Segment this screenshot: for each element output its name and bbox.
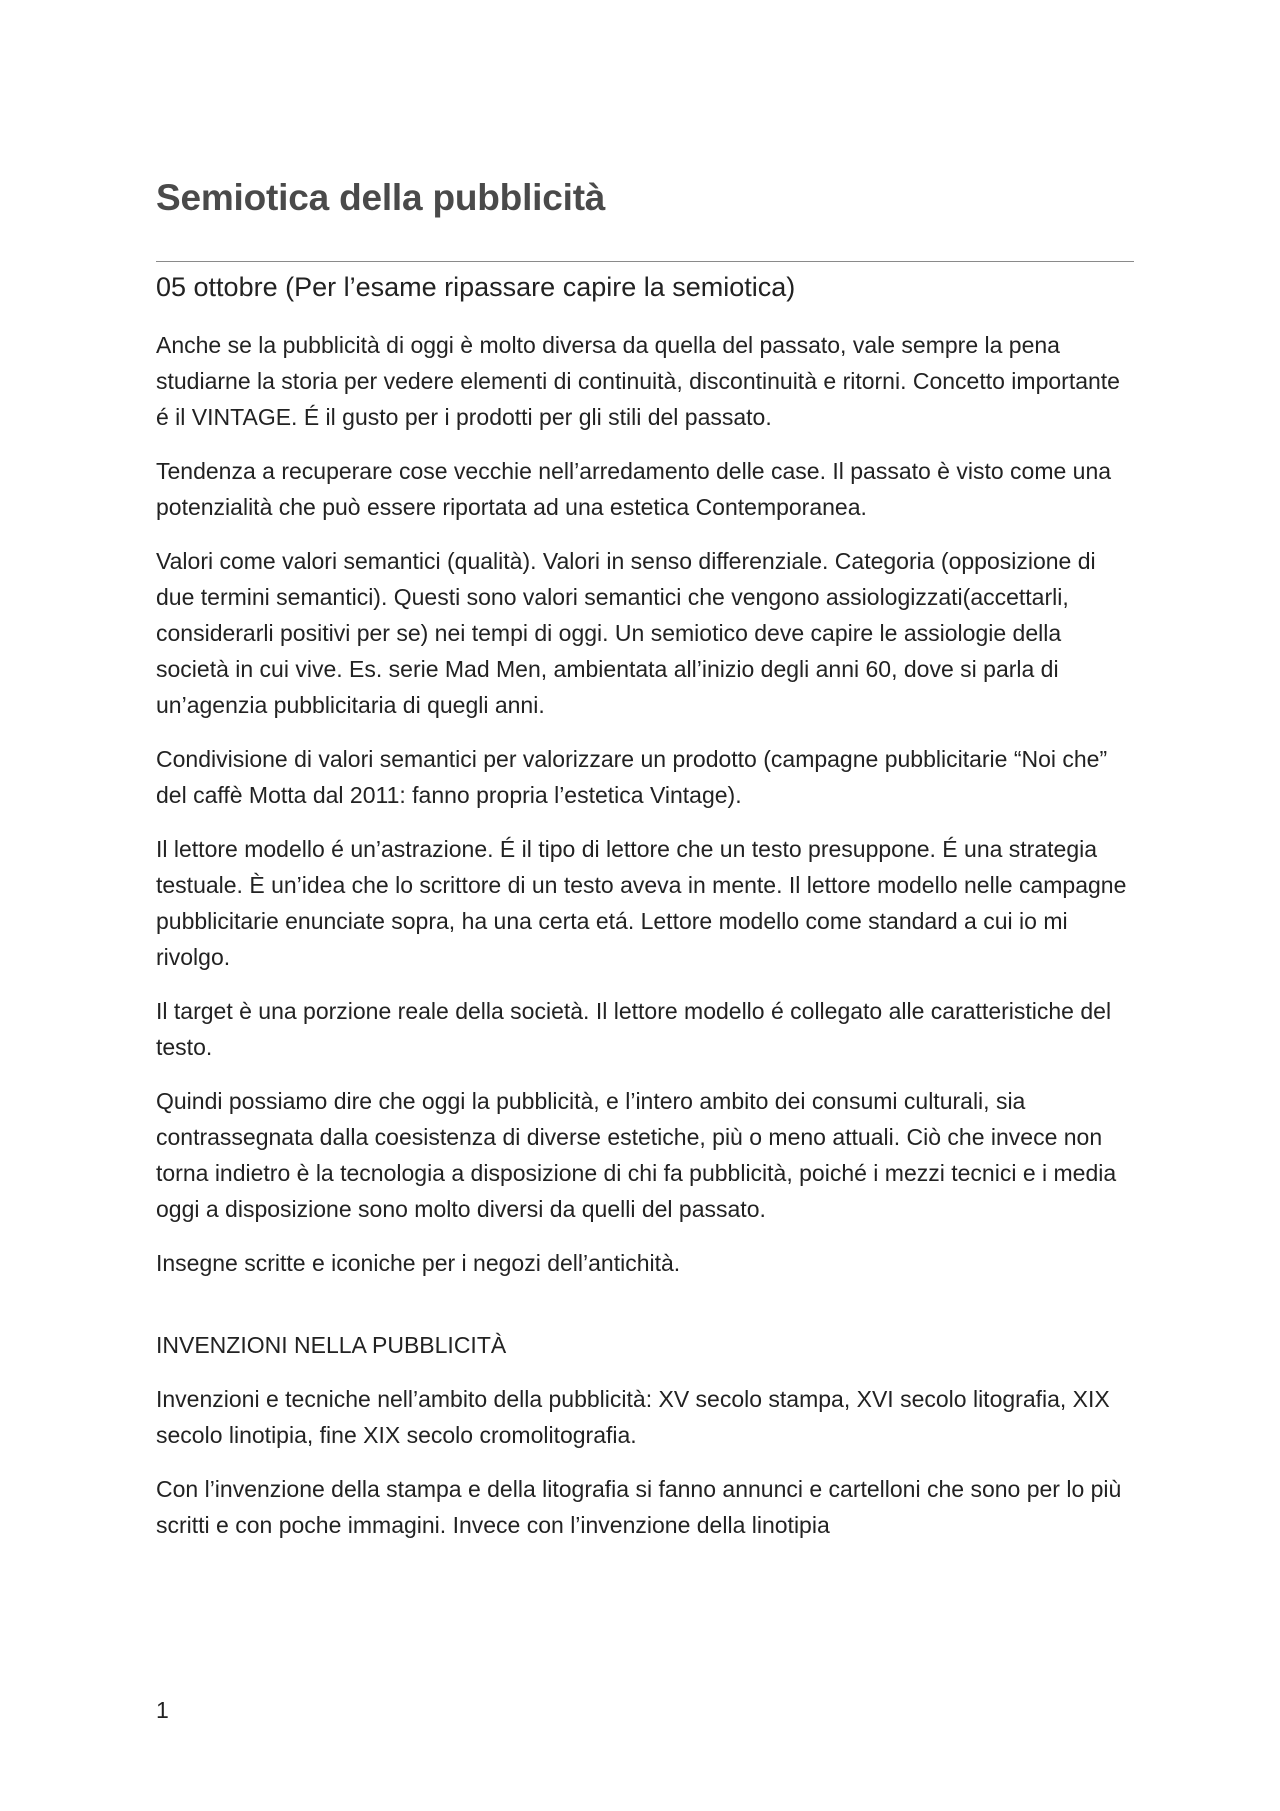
paragraph: Il target è una porzione reale della società. Il lettore modello é collegato alle caratteristiche del testo. — [156, 998, 1112, 1060]
document-title: Semiotica della pubblicità — [156, 177, 606, 218]
paragraph: Valori come valori semantici (qualità). Valori in senso differenziale. Categoria (opposizione di due termini semantici). Questi sono valori semantici che vengono assiologizzati(accettarli, considerarli positivi per se) nei tempi di oggi. Un semiotico deve capire le assiologie della società in cui vive. Es. serie Mad Men, ambientata all’inizio degli anni 60, dove si parla di un’agenzia pubblicitaria di quegli anni. — [156, 548, 1096, 718]
section-heading: 05 ottobre (Per l’esame ripassare capire la semiotica) — [156, 272, 796, 302]
title-divider — [156, 261, 1134, 262]
paragraph: Il lettore modello é un’astrazione. É il tipo di lettore che un testo presuppone. É una strategia testuale. È un’idea che lo scrittore di un testo aveva in mente. Il lettore modello nelle campagne pubblicitarie enunciate sopra, ha una certa etá. Lettore modello come standard a cui io mi rivolgo. — [156, 836, 1127, 970]
paragraph: Quindi possiamo dire che oggi la pubblicità, e l’intero ambito dei consumi culturali, sia contrassegnata dalla coesistenza di diverse estetiche, più o meno attuali. Ciò che invece non torna indietro è la tecnologia a disposizione di chi fa pubblicità, poiché i mezzi tecnici e i media oggi a disposizione sono molto diversi da quelli del passato. — [156, 1088, 1117, 1222]
paragraph: Con l’invenzione della stampa e della litografia si fanno annunci e cartelloni che sono per lo più scritti e con poche immagini. Invece con l’invenzione della linotipia — [156, 1476, 1122, 1538]
paragraph: Condivisione di valori semantici per valorizzare un prodotto (campagne pubblicitarie “Noi che” del caffè Motta dal 2011: fanno propria l’estetica Vintage). — [156, 746, 1108, 808]
document-body — [156, 327, 1134, 1561]
subsection-heading: INVENZIONI NELLA PUBBLICITÀ — [156, 1332, 507, 1358]
paragraph: Invenzioni e tecniche nell’ambito della pubblicità: XV secolo stampa, XVI secolo litografia, XIX secolo linotipia, fine XIX secolo cromolitografia. — [156, 1386, 1110, 1448]
document-page — [156, 0, 1134, 1811]
paragraph: Tendenza a recuperare cose vecchie nell’arredamento delle case. Il passato è visto come una potenzialità che può essere riportata ad una estetica Contemporanea. — [156, 458, 1112, 520]
page-number: 1 — [156, 1697, 169, 1723]
paragraph: Anche se la pubblicità di oggi è molto diversa da quella del passato, vale sempre la pena studiarne la storia per vedere elementi di continuità, discontinuità e ritorni. Concetto importante é il VINTAGE. É il gusto per i prodotti per gli stili del passato. — [156, 332, 1120, 430]
paragraph: Insegne scritte e iconiche per i negozi dell’antichità. — [156, 1250, 681, 1276]
